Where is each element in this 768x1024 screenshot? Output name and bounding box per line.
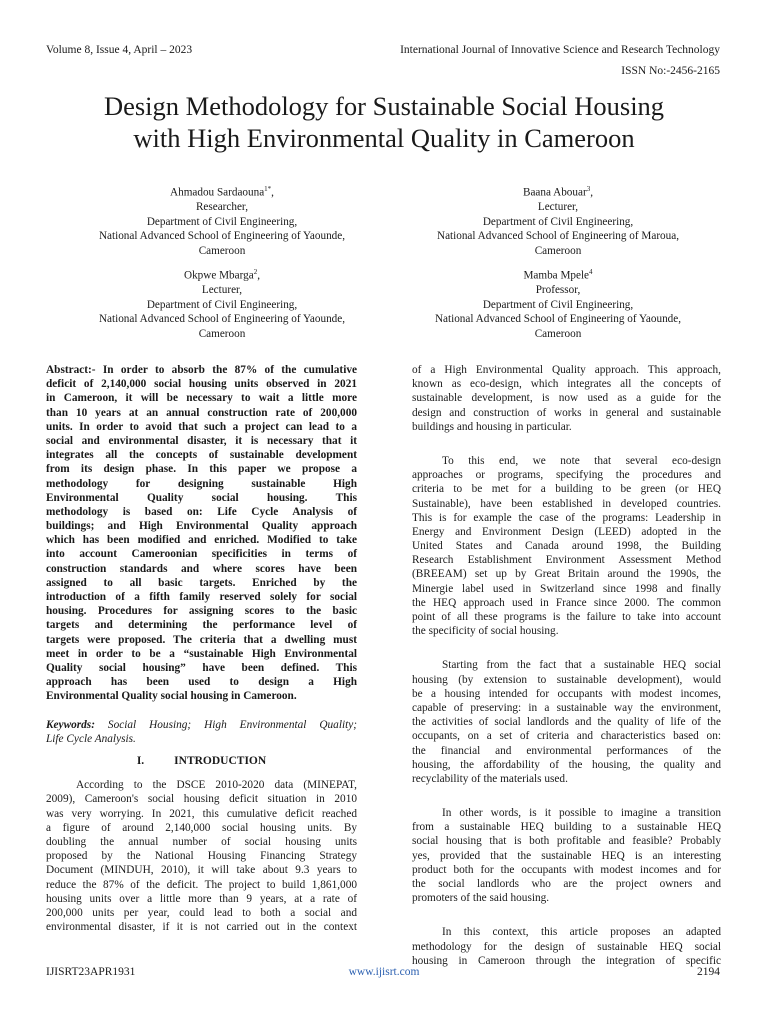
paragraph-line: known as eco-design, which integrates all the concepts of xyxy=(412,378,721,391)
paragraph-line: In this context, this article proposes an adapted xyxy=(442,926,721,939)
abstract-line: Environmental Quality social housing in Cameroon. xyxy=(46,690,297,703)
abstract-line: approach has been used to design a High xyxy=(46,676,357,689)
paragraph-line: be a housing intended for occupants with modest incomes, xyxy=(412,687,721,700)
abstract-line: Quality social housing” have been defined. This xyxy=(46,661,357,674)
author-block xyxy=(52,265,392,341)
abstract-line: in Cameroon, it will be necessary to wait a little more xyxy=(46,392,357,405)
paragraph-line: the specificity of social housing. xyxy=(412,625,559,638)
abstract-line: Environmental Quality social housing. This xyxy=(46,491,357,504)
left-column xyxy=(46,363,357,934)
section-heading: I. INTRODUCTION xyxy=(136,755,267,768)
abstract-line: social and environmental disaster, it is necessary that it xyxy=(46,434,357,447)
author-department: Department of Civil Engineering, xyxy=(146,298,298,311)
paragraph-line: housing, the affordability of the housing, the quality and xyxy=(412,758,721,771)
paragraph-line: housing in Cameroon through the integration of specific xyxy=(412,954,721,967)
author-country: Cameroon xyxy=(534,244,582,257)
abstract-line: methodology for designing sustainable High xyxy=(46,477,357,490)
paragraph-line: from a sustainable HEQ building to a sustainable HEQ xyxy=(412,821,721,834)
author-role: Researcher, xyxy=(195,201,249,214)
paragraph xyxy=(412,925,721,968)
paragraph-line: of a High Environmental Quality approach. This approach, xyxy=(412,364,721,376)
abstract-line: construction standards and where scores have been xyxy=(46,562,357,575)
introduction-text xyxy=(46,778,357,934)
journal-name: International Journal of Innovative Science and Research Technology xyxy=(400,44,720,56)
paragraph-line: promoters of the said housing. xyxy=(412,892,550,905)
paragraph xyxy=(412,363,721,434)
paragraph-line: the social landlords who are the project owners and xyxy=(412,878,721,890)
keywords-line: Life Cycle Analysis. xyxy=(46,732,136,745)
paragraph-line: design and construction of works in general and sustainable xyxy=(412,406,721,419)
paragraph-line: Energy and Environment Design (LEED) adopted in the xyxy=(412,525,721,538)
paragraph-line: housing (by extension to sustainable development), would xyxy=(412,673,721,686)
keywords-line: Keywords: Social Housing; High Environmental Quality; xyxy=(46,718,358,731)
paragraph-line: Minergie label used in Switzerland since 1998 and finally xyxy=(412,582,721,595)
intro-line: a figure of around 2,140,000 social housing units. By xyxy=(46,821,357,834)
issn: ISSN No:-2456-2165 xyxy=(621,65,720,77)
journal-website[interactable]: www.ijisrt.com xyxy=(348,966,420,978)
intro-line: reduce the 87% of the deficit. The project to build 1,861,000 xyxy=(46,878,357,891)
article-code: IJISRT23APR1931 xyxy=(46,966,136,978)
author-country: Cameroon xyxy=(534,327,582,340)
paragraph-line: the HEQ approach used in France since 2000. The common xyxy=(412,596,721,609)
author-name: Ahmadou Sardaouna$^{1*}$, xyxy=(170,185,274,199)
abstract-line: housing. Procedures for assigning scores to the basic xyxy=(46,605,357,618)
abstract-line: introduction of a fifth family reserved solely for social xyxy=(46,591,357,603)
title-line: Design Methodology for Sustainable Social Housing xyxy=(103,91,665,121)
author-department: Department of Civil Engineering, xyxy=(146,215,298,228)
author-institution: National Advanced School of Engineering of Yaounde, xyxy=(98,313,346,326)
paragraph-line: Sustainable), have been established in developed countries. xyxy=(412,497,721,510)
abstract-line: methodology is based on: Life Cycle Analysis of xyxy=(46,505,357,518)
author-country: Cameroon xyxy=(198,244,246,257)
paragraph-line: yes, provided that the sustainable HEQ is an interesting xyxy=(412,849,721,862)
author-institution: National Advanced School of Engineering of Yaounde, xyxy=(434,313,682,326)
author-block xyxy=(388,182,728,258)
paragraph-line: United States and Canada around 1998, the Building xyxy=(412,540,721,553)
author-role: Professor, xyxy=(535,284,581,297)
abstract-line: assigned to all basic targets. Enriched by the xyxy=(46,576,357,589)
abstract-line: from its design phase. In this paper we propose a xyxy=(46,463,357,476)
paper-title xyxy=(30,90,738,154)
paragraph-line: approaches or programs, specifying the procedures and xyxy=(412,469,721,482)
abstract-line: buildings; and High Environmental Quality approach xyxy=(46,520,357,533)
intro-line: According to the DSCE 2010-2020 data (MINEPAT, xyxy=(76,779,357,792)
author-role: Lecturer, xyxy=(537,201,579,214)
paragraph-line: social housing that is both profitable and feasible? Probably xyxy=(412,835,721,848)
paragraph-line: criteria to be met for a building to be green (or HEQ xyxy=(412,483,721,496)
abstract-line: Abstract:- In order to absorb the 87% of the cumulative xyxy=(46,364,357,376)
page-number: 2194 xyxy=(697,966,720,978)
intro-line: Document (MINDUH, 2010), it will take about 9.3 years to xyxy=(46,864,357,877)
abstract-line: integrates all the concepts of sustainable development xyxy=(46,449,357,462)
author-institution: National Advanced School of Engineering of Yaounde, xyxy=(98,230,346,243)
author-block xyxy=(388,265,728,341)
paragraph-line: To this end, we note that several eco-design xyxy=(442,454,721,467)
abstract-line: than 10 years at an annual construction rate of 200,000 xyxy=(46,406,357,419)
paragraph-line: sustainable development, is now used as a guide for the xyxy=(412,392,721,405)
intro-line: doubling the annual number of social housing units xyxy=(46,836,357,849)
abstract-line: targets and determining the performance level of xyxy=(46,619,357,632)
abstract-line: units. In order to avoid that such a project can lead to a xyxy=(46,420,357,433)
abstract-line: which has been modified and enriched. Modified to take xyxy=(46,534,357,547)
keywords xyxy=(46,718,357,746)
author-name: Baana Abouar$^3$, xyxy=(523,185,593,199)
paragraph-line: methodology for the design of sustainable HEQ social xyxy=(412,940,721,953)
intro-line: environmental disaster, if it is not carried out in the context xyxy=(46,921,357,934)
paragraph xyxy=(412,454,721,638)
paragraph xyxy=(412,806,721,905)
abstract xyxy=(46,363,357,704)
paragraph-line: buildings and housing in particular. xyxy=(412,420,572,433)
paragraph xyxy=(412,658,721,786)
intro-line: 2009), Cameroon's social housing deficit situation in 2010 xyxy=(46,793,357,806)
paragraph-line: (BREEAM) set up by Great Britain around the 1990s, the xyxy=(412,568,721,581)
intro-line: housing units over a little more than 9 years, at a rate of xyxy=(46,892,357,905)
paragraph-line: product both for the occupants with modest incomes and for xyxy=(412,863,721,876)
paragraph-line: Research Establishment Environment Assessment Method xyxy=(412,554,721,567)
paragraph-line: recyclability of the materials used. xyxy=(412,772,568,785)
author-department: Department of Civil Engineering, xyxy=(482,298,634,311)
intro-line: proposed by the National Housing Financing Strategy xyxy=(46,850,357,863)
paragraph-line: capable of preserving: in a sustainable way the environment, xyxy=(412,701,721,714)
author-block xyxy=(52,182,392,258)
author-department: Department of Civil Engineering, xyxy=(482,215,634,228)
paragraph-line: the financial and environmental performances of the xyxy=(412,744,721,757)
author-country: Cameroon xyxy=(198,327,246,340)
intro-line: 200,000 units per year, could lead to both a social and xyxy=(46,906,357,919)
paragraph-line: In other words, is it possible to imagine a transition xyxy=(442,807,721,820)
abstract-line: deficit of 2,140,000 social housing units observed in 2021 xyxy=(46,378,357,391)
volume-info: Volume 8, Issue 4, April – 2023 xyxy=(46,44,193,56)
author-institution: National Advanced School of Engineering of Maroua, xyxy=(436,230,680,243)
abstract-line: meet in order to be a “sustainable High Environmental xyxy=(46,647,357,660)
paragraph-line: the activities of social landlords and the quality of life of the xyxy=(412,716,721,729)
right-column xyxy=(412,363,721,968)
abstract-line: targets were proposed. The criteria that a dwelling must xyxy=(46,633,357,646)
author-role: Lecturer, xyxy=(201,284,243,297)
intro-line: was very worrying. In 2021, this cumulative deficit reached xyxy=(46,807,357,820)
paragraph-line: Starting from the fact that a sustainable HEQ social xyxy=(442,659,721,672)
author-name: Mamba Mpele$^4$ xyxy=(523,268,593,282)
paragraph-line: occupants, on a set of criteria and characteristics based on: xyxy=(412,730,721,743)
paragraph-line: point of all these programs is the failure to take into account xyxy=(412,611,721,623)
paragraph-line: This is for example the case of the programs: Leadership in xyxy=(412,511,721,524)
author-name: Okpwe Mbarga$^2$, xyxy=(184,268,260,282)
title-line: with High Environmental Quality in Cameroon xyxy=(133,123,635,153)
abstract-line: into account Cameroonian specificities in terms of xyxy=(46,548,357,561)
